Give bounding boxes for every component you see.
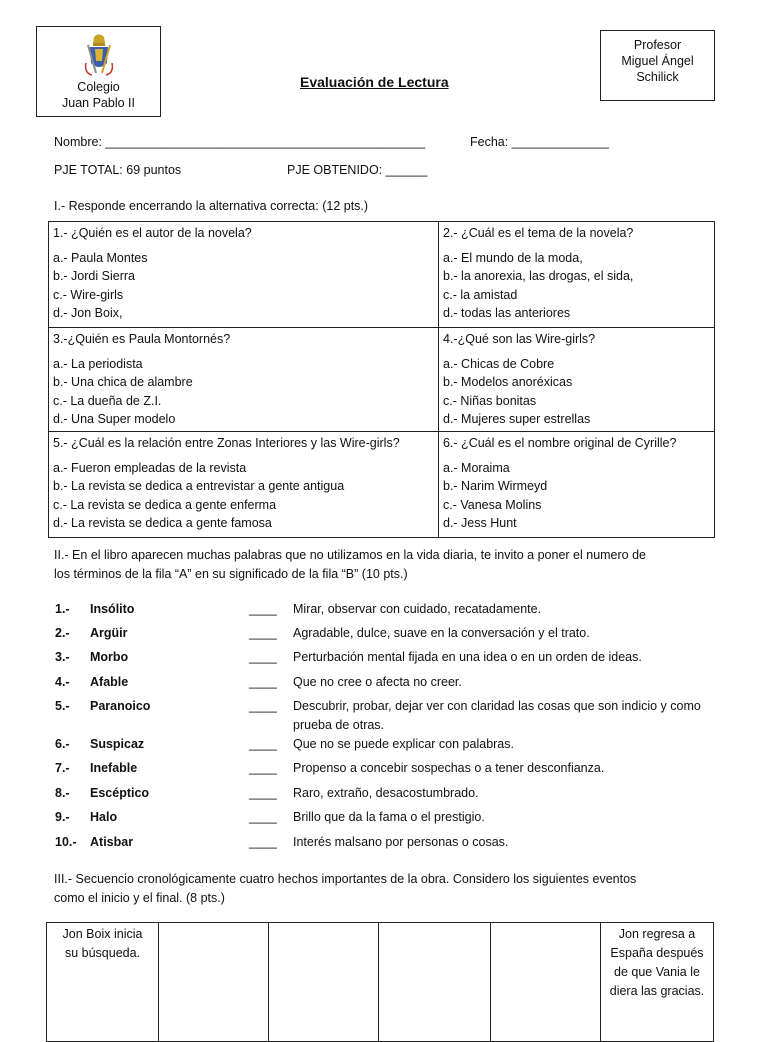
section1-heading: I.- Responde encerrando la alternativa correcta: (12 pts.) (54, 199, 369, 213)
section3-heading-line2: como el inicio y el final. (8 pts.) (54, 890, 225, 905)
teacher-name-line2: Schilick (636, 70, 679, 84)
answer-blank[interactable]: ____ (249, 699, 277, 713)
definition: Que no se puede explicar con palabras. (293, 737, 514, 751)
answer-blank[interactable]: ____ (249, 737, 277, 751)
question-text: 3.-¿Quién es Paula Montornés? (53, 332, 231, 346)
definition: Brillo que da la fama o el prestigio. (293, 810, 485, 824)
term: Argüir (90, 626, 128, 640)
sequence-table (46, 922, 714, 1042)
papal-crest-icon (82, 33, 116, 77)
definition: Propenso a concebir sospechas o a tener desconfianza. (293, 761, 605, 775)
term-number: 4.- (55, 675, 70, 689)
answer-blank[interactable]: ____ (249, 786, 277, 800)
answer-blank[interactable]: ____ (249, 675, 277, 689)
option[interactable]: c.- Niñas bonitas (443, 393, 537, 408)
term-number: 5.- (55, 699, 70, 713)
term: Atisbar (90, 835, 134, 849)
term: Paranoico (90, 699, 151, 713)
answer-blank[interactable]: ____ (249, 650, 277, 664)
answer-blank[interactable]: ____ (249, 810, 277, 824)
term-number: 7.- (55, 761, 70, 775)
term: Inefable (90, 761, 138, 775)
option[interactable]: b.- Modelos anoréxicas (443, 375, 573, 389)
school-name-line2: Juan Pablo II (62, 96, 135, 110)
option[interactable]: a.- El mundo de la moda, (443, 250, 583, 265)
option[interactable]: c.- la amistad (443, 287, 518, 302)
term: Suspicaz (90, 737, 145, 751)
definition: Descubrir, probar, dejar ver con claridad las cosas que son indicio y como prueba de otras. (293, 699, 701, 732)
option[interactable]: a.- Chicas de Cobre (443, 356, 555, 371)
question-cell (49, 432, 439, 538)
sequence-first-event: Jon Boix inicia su búsqueda. (47, 923, 159, 1042)
option[interactable]: b.- Jordi Sierra (53, 269, 135, 283)
multiple-choice-table (48, 221, 715, 538)
option[interactable]: c.- Wire-girls (53, 287, 124, 302)
question-cell (49, 222, 439, 328)
option[interactable]: b.- La revista se dedica a entrevistar a gente antigua (53, 479, 345, 493)
answer-blank[interactable]: ____ (249, 761, 277, 775)
term-number: 10.- (55, 835, 77, 849)
school-name-line1: Colegio (77, 80, 120, 94)
term-number: 9.- (55, 810, 70, 824)
total-score: PJE TOTAL: 69 puntos (54, 163, 182, 177)
option[interactable]: b.- la anorexia, las drogas, el sida, (443, 269, 634, 283)
section3-heading-line1: III.- Secuencio cronológicamente cuatro hechos importantes de la obra. Considero los siguientes eventos (54, 872, 637, 886)
question-cell (49, 328, 439, 432)
term-number: 6.- (55, 737, 70, 751)
definition: Agradable, dulce, suave en la conversación y el trato. (293, 626, 590, 640)
sequence-last-event: Jon regresa a España después de que Vania le diera las gracias. (601, 923, 714, 1042)
definition: Raro, extraño, desacostumbrado. (293, 786, 479, 800)
term: Escéptico (90, 786, 150, 800)
section2-heading (54, 546, 646, 583)
option[interactable]: d.- Mujeres super estrellas (443, 412, 591, 426)
answer-blank[interactable]: ____ (249, 835, 277, 849)
option[interactable]: b.- Una chica de alambre (53, 375, 193, 389)
answer-blank[interactable]: ____ (249, 602, 277, 616)
definition: Que no cree o afecta no creer. (293, 675, 462, 689)
definition: Interés malsano por personas o cosas. (293, 835, 509, 849)
teacher-name-line1: Miguel Ángel (621, 54, 694, 68)
obtained-score-field[interactable]: PJE OBTENIDO: ______ (287, 163, 428, 177)
term: Halo (90, 810, 118, 824)
option[interactable]: d.- todas las anteriores (443, 306, 571, 320)
question-text: 2.- ¿Cuál es el tema de la novela? (443, 226, 634, 240)
school-name (37, 79, 160, 111)
section2-heading-line1: II.- En el libro aparecen muchas palabras que no utilizamos en la vida diaria, te invito a poner el numero de (54, 548, 647, 562)
term-number: 8.- (55, 786, 70, 800)
option[interactable]: d.- Jess Hunt (443, 516, 517, 530)
term: Insólito (90, 602, 135, 616)
option[interactable]: c.- Vanesa Molins (443, 497, 542, 512)
option[interactable]: a.- Fueron empleadas de la revista (53, 460, 247, 475)
term-number: 1.- (55, 602, 70, 616)
teacher-label: Profesor (633, 38, 682, 52)
section2-heading-line2: los términos de la fila “A” en su significado de la fila “B” (10 pts.) (54, 566, 408, 581)
option[interactable]: b.- Narim Wirmeyd (443, 479, 548, 493)
option[interactable]: a.- Paula Montes (53, 250, 148, 265)
option[interactable]: d.- Una Super modelo (53, 412, 176, 426)
question-cell (439, 328, 715, 432)
question-text: 1.- ¿Quién es el autor de la novela? (53, 226, 252, 240)
answer-blank[interactable]: ____ (249, 626, 277, 640)
date-field[interactable]: Fecha: ______________ (470, 135, 610, 149)
definition: Perturbación mental fijada en una idea o en un orden de ideas. (293, 650, 642, 664)
option[interactable]: c.- La revista se dedica a gente enferma (53, 497, 277, 512)
question-cell (439, 432, 715, 538)
term: Morbo (90, 650, 129, 664)
question-text: 6.- ¿Cuál es el nombre original de Cyrille? (443, 436, 677, 450)
option[interactable]: a.- Moraima (443, 460, 510, 475)
option[interactable]: c.- La dueña de Z.I. (53, 393, 162, 408)
option[interactable]: d.- La revista se dedica a gente famosa (53, 516, 272, 530)
term-number: 3.- (55, 650, 70, 664)
teacher-box (600, 30, 715, 101)
term-number: 2.- (55, 626, 70, 640)
question-text: 5.- ¿Cuál es la relación entre Zonas Interiores y las Wire-girls? (53, 436, 400, 450)
term: Afable (90, 675, 129, 689)
option[interactable]: a.- La periodista (53, 356, 143, 371)
question-cell (439, 222, 715, 328)
name-field[interactable]: Nombre: ______________________________________________ (54, 135, 426, 149)
document-title: Evaluación de Lectura (300, 74, 449, 90)
option[interactable]: d.- Jon Boix, (53, 306, 123, 320)
definition: Mirar, observar con cuidado, recatadamente. (293, 602, 542, 616)
school-logo-box (36, 26, 161, 117)
question-text: 4.-¿Qué son las Wire-girls? (443, 332, 596, 346)
section3-heading (54, 870, 636, 907)
